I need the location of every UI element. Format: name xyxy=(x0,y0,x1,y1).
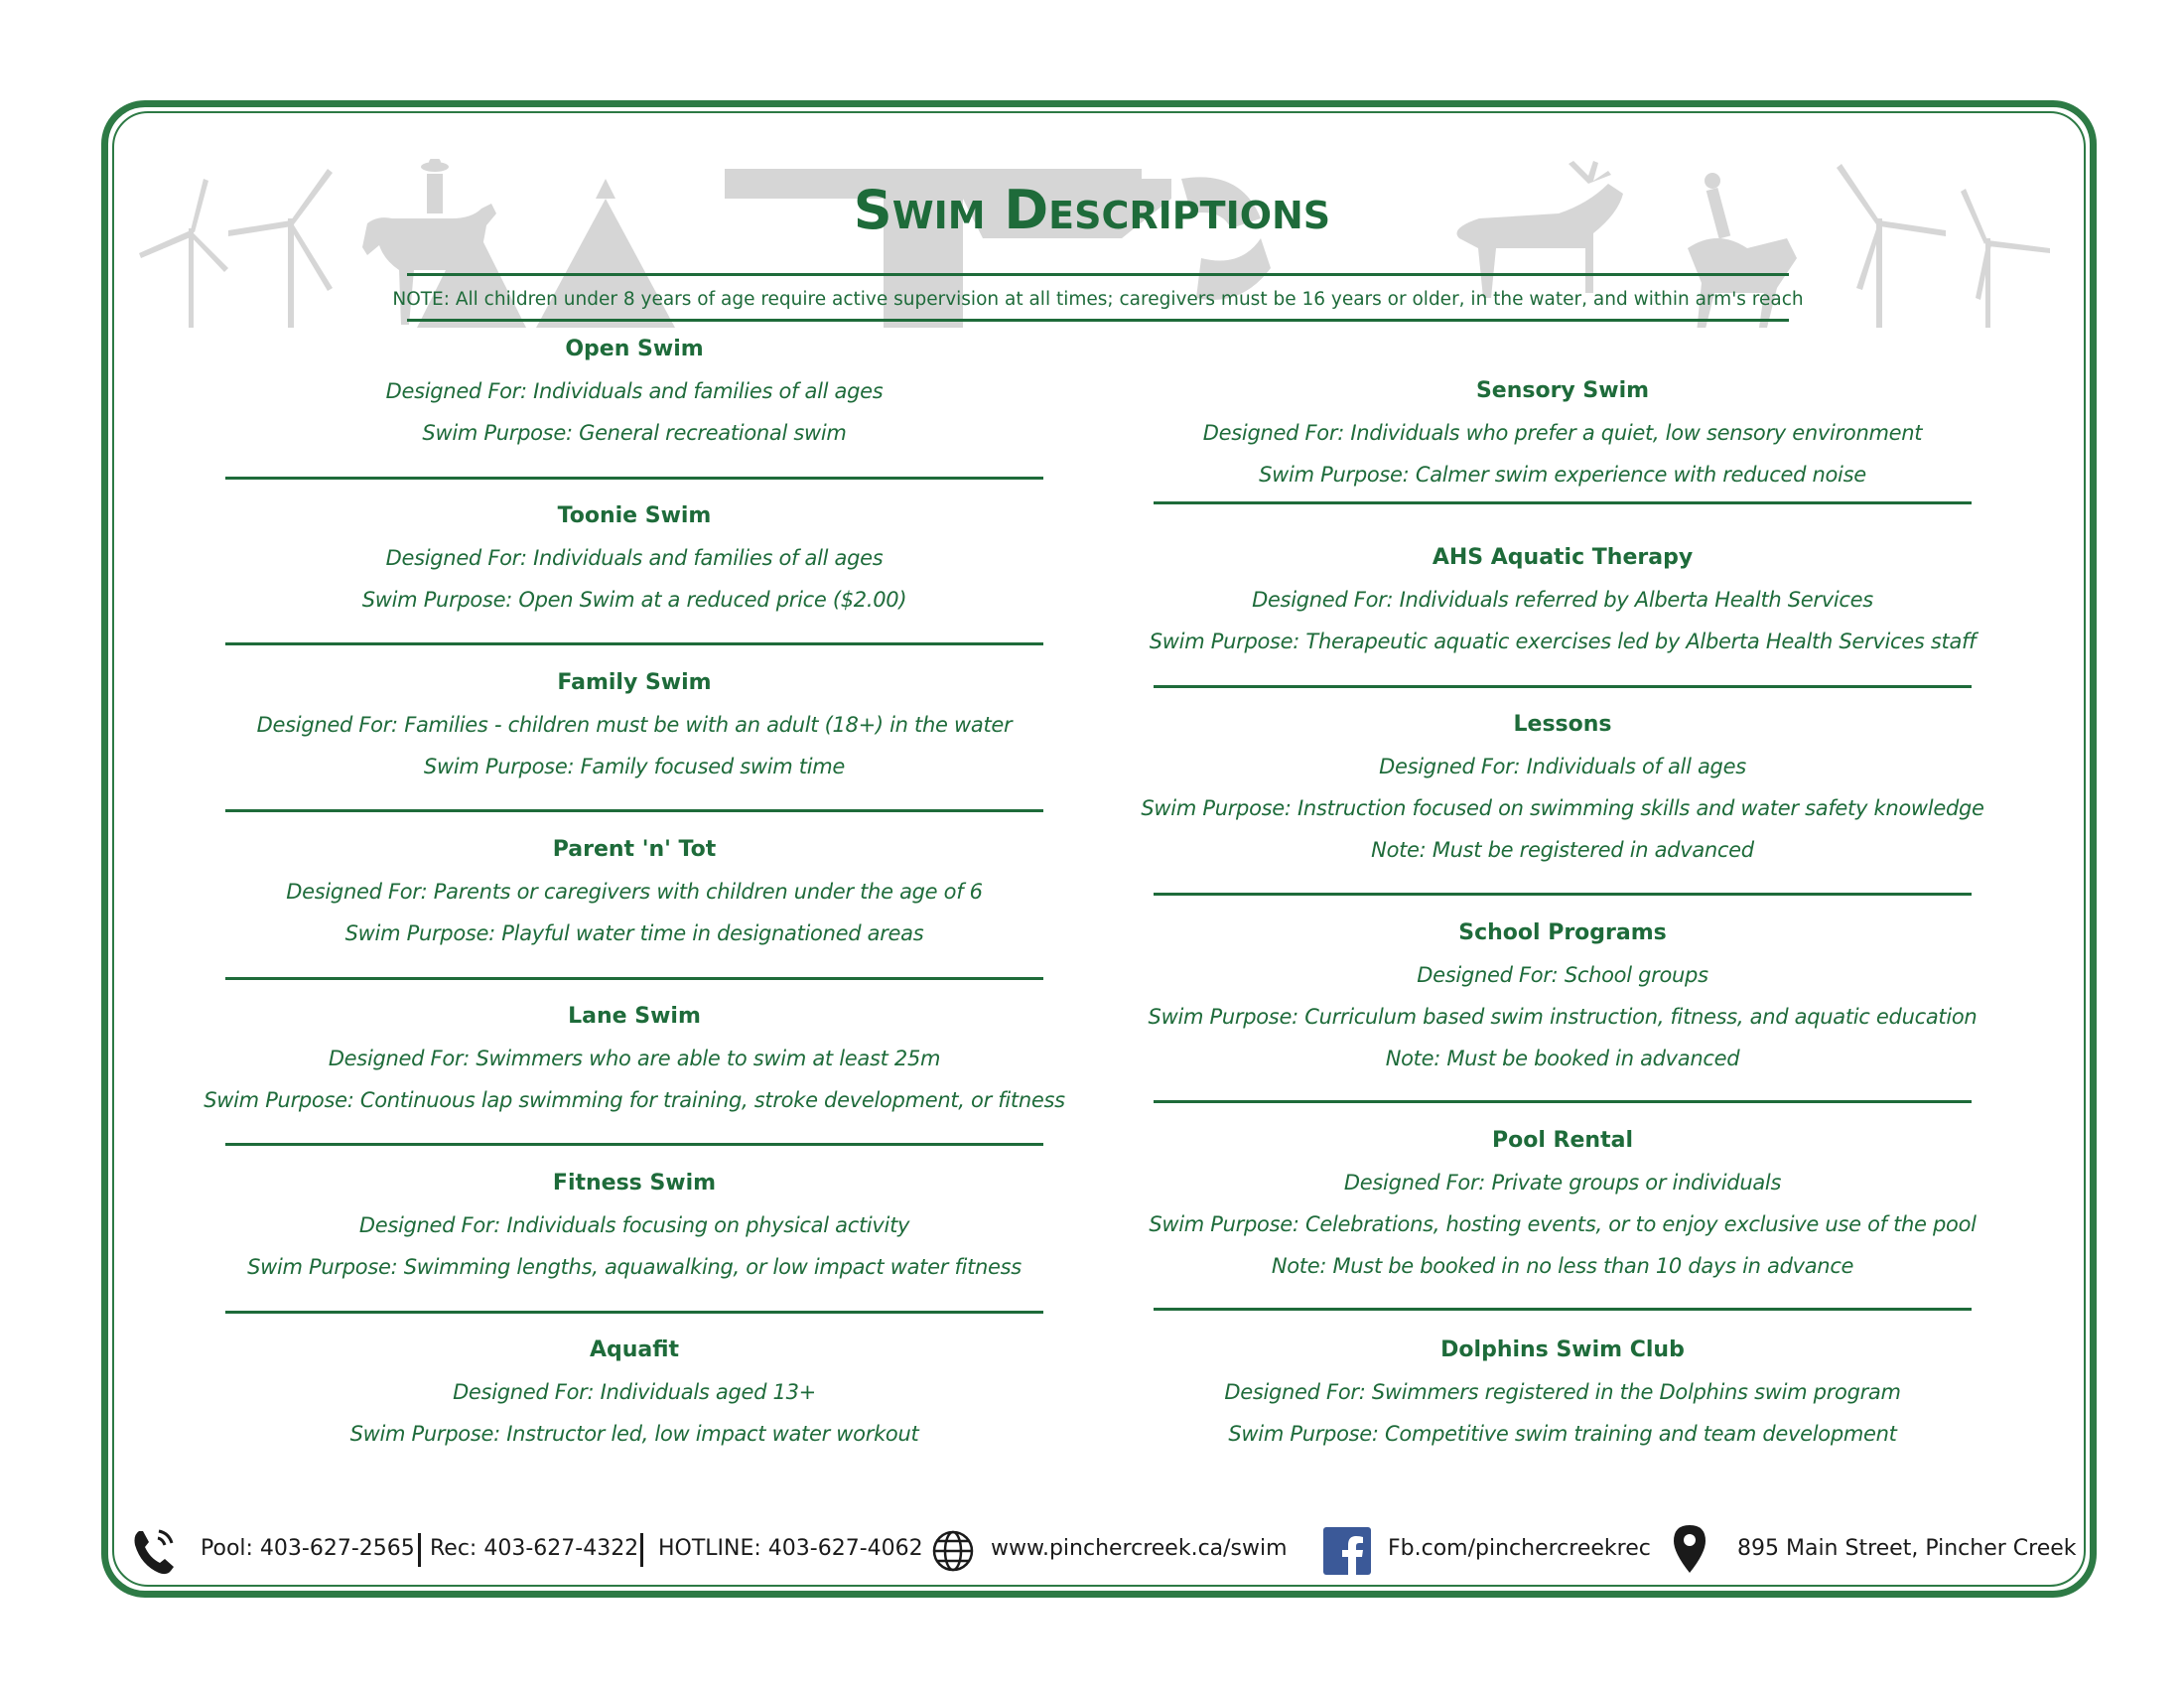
section-divider xyxy=(225,642,1043,645)
section-divider xyxy=(225,1311,1043,1314)
supervision-note: NOTE: All children under 8 years of age require active supervision at all times; caregivers must be 16 years or older, in the water, and within arm's reach xyxy=(392,289,1804,310)
globe-icon xyxy=(931,1529,975,1573)
footer-separator xyxy=(640,1533,643,1567)
section-line: Designed For: Individuals and families of all ages xyxy=(385,546,884,570)
section-line: Swim Purpose: Therapeutic aquatic exercises led by Alberta Health Services staff xyxy=(1149,630,1977,653)
swim-section xyxy=(188,829,1081,954)
phone-icon xyxy=(131,1525,179,1575)
section-divider xyxy=(1154,1308,1972,1311)
section-divider xyxy=(225,1143,1043,1146)
facebook-link[interactable]: Fb.com/pinchercreekrec xyxy=(1388,1536,1651,1561)
section-title: Sensory Swim xyxy=(1475,378,1650,403)
section-line: Swim Purpose: Open Swim at a reduced price ($2.00) xyxy=(361,588,907,612)
section-line: Designed For: Individuals focusing on physical activity xyxy=(358,1213,910,1237)
footer-separator xyxy=(418,1533,421,1567)
section-line: Swim Purpose: Continuous lap swimming for training, stroke development, or fitness xyxy=(204,1088,1065,1112)
section-line: Designed For: Individuals and families of all ages xyxy=(385,379,884,403)
section-title: School Programs xyxy=(1458,920,1667,945)
contact-footer xyxy=(129,1519,2075,1579)
swim-section xyxy=(1116,704,2009,871)
section-title: Lane Swim xyxy=(568,1004,701,1029)
section-line: Designed For: Individuals of all ages xyxy=(1379,755,1746,778)
section-divider xyxy=(1154,1100,1972,1103)
note-rule xyxy=(407,319,1789,322)
section-line: Designed For: Parents or caregivers with children under the age of 6 xyxy=(286,880,983,904)
section-line: Swim Purpose: General recreational swim xyxy=(422,421,847,445)
swim-section xyxy=(1116,537,2009,662)
page-title: Swim Descriptions xyxy=(853,179,1331,241)
section-line: Swim Purpose: Competitive swim training and team development xyxy=(1228,1422,1897,1446)
section-line: Designed For: Swimmers registered in the Dolphins swim program xyxy=(1224,1380,1901,1404)
section-divider xyxy=(1154,685,1972,688)
swim-section xyxy=(1116,1120,2009,1287)
swim-section xyxy=(188,1163,1081,1288)
website-link[interactable]: www.pinchercreek.ca/swim xyxy=(991,1536,1288,1561)
facebook-icon xyxy=(1323,1527,1371,1575)
location-pin-icon xyxy=(1672,1523,1707,1575)
swim-section xyxy=(188,1330,1081,1455)
section-title: Open Swim xyxy=(565,337,704,361)
section-line: Swim Purpose: Swimming lengths, aquawalking, or low impact water fitness xyxy=(247,1255,1022,1279)
section-line: Swim Purpose: Calmer swim experience with reduced noise xyxy=(1259,463,1866,487)
section-title: Parent 'n' Tot xyxy=(552,837,717,862)
section-line: Swim Purpose: Playful water time in designationed areas xyxy=(344,921,924,945)
address-text: 895 Main Street, Pincher Creek xyxy=(1737,1536,2077,1561)
section-line: Swim Purpose: Instructor led, low impact water workout xyxy=(349,1422,919,1446)
section-line: Swim Purpose: Celebrations, hosting events, or to enjoy exclusive use of the pool xyxy=(1149,1212,1977,1236)
swim-section xyxy=(1116,370,2009,495)
swim-section xyxy=(188,662,1081,787)
section-line: Note: Must be booked in advanced xyxy=(1385,1047,1740,1070)
section-line: Swim Purpose: Curriculum based swim instruction, fitness, and aquatic education xyxy=(1148,1005,1978,1029)
section-divider xyxy=(225,809,1043,812)
section-line: Swim Purpose: Family focused swim time xyxy=(423,755,846,778)
title-rule xyxy=(407,273,1789,276)
section-line: Designed For: Individuals referred by Alberta Health Services xyxy=(1252,588,1873,612)
section-line: Note: Must be registered in advanced xyxy=(1371,838,1754,862)
section-line: Designed For: Private groups or individuals xyxy=(1343,1171,1782,1195)
section-title: Aquafit xyxy=(589,1337,680,1362)
section-divider xyxy=(1154,893,1972,896)
section-title: Lessons xyxy=(1513,712,1612,737)
section-line: Designed For: Individuals aged 13+ xyxy=(453,1380,816,1404)
swim-section xyxy=(188,329,1081,454)
pool-phone[interactable]: Pool: 403-627-2565 xyxy=(201,1536,415,1561)
section-title: Pool Rental xyxy=(1492,1128,1633,1153)
section-line: Designed For: Families - children must be with an adult (18+) in the water xyxy=(256,713,1013,737)
section-title: Toonie Swim xyxy=(557,503,712,528)
rec-phone[interactable]: Rec: 403-627-4322 xyxy=(430,1536,639,1561)
section-title: Fitness Swim xyxy=(552,1171,717,1196)
section-line: Swim Purpose: Instruction focused on swimming skills and water safety knowledge xyxy=(1141,796,1984,820)
section-line: Designed For: School groups xyxy=(1417,963,1708,987)
swim-section xyxy=(188,996,1081,1121)
swim-section xyxy=(188,495,1081,621)
section-divider xyxy=(225,477,1043,480)
section-title: AHS Aquatic Therapy xyxy=(1432,545,1694,570)
section-divider xyxy=(225,977,1043,980)
swim-section xyxy=(1116,1330,2009,1455)
section-line: Designed For: Swimmers who are able to swim at least 25m xyxy=(328,1047,941,1070)
swim-section xyxy=(1116,913,2009,1079)
section-divider xyxy=(1154,501,1972,504)
section-title: Dolphins Swim Club xyxy=(1440,1337,1685,1362)
section-line: Note: Must be booked in no less than 10 days in advance xyxy=(1271,1254,1854,1278)
section-title: Family Swim xyxy=(557,670,712,695)
hotline-phone[interactable]: HOTLINE: 403-627-4062 xyxy=(658,1536,923,1561)
section-line: Designed For: Individuals who prefer a quiet, low sensory environment xyxy=(1202,421,1923,445)
